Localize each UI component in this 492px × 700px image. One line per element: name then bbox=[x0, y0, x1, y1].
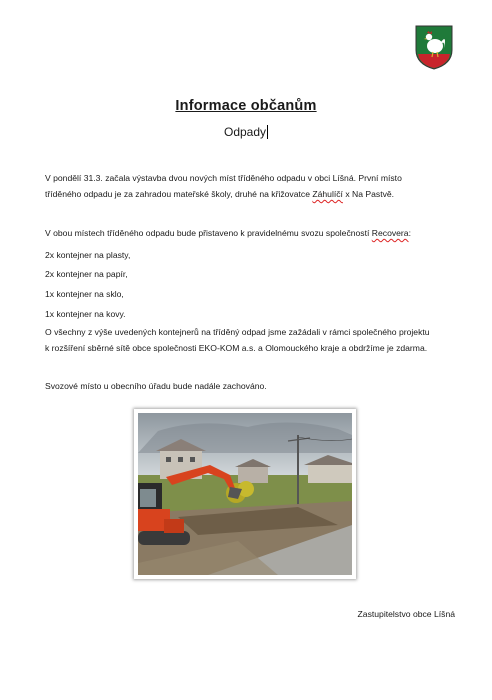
intro-line-1: V pondělí 31.3. začala výstavba dvou nových míst tříděného odpadu v obci Líšná. První místo bbox=[45, 173, 402, 183]
project-paragraph bbox=[45, 324, 465, 356]
collection-paragraph: Svozové místo u obecního úřadu bude nadále zachováno. bbox=[45, 381, 267, 391]
container-item: 2x kontejner na plasty, bbox=[45, 250, 131, 260]
intro-line-2 bbox=[45, 186, 465, 202]
container-item: 2x kontejner na papír, bbox=[45, 269, 128, 279]
service-colon: : bbox=[408, 228, 411, 238]
construction-site-photo bbox=[138, 413, 352, 575]
container-item: 1x kontejner na kovy. bbox=[45, 309, 126, 319]
page-title: Informace občanům bbox=[175, 98, 317, 114]
container-item: 1x kontejner na sklo, bbox=[45, 289, 124, 299]
project-line-1: O všechny z výše uvedených kontejnerů na tříděný odpad jsme zažádali v rámci společného projektu bbox=[45, 327, 430, 337]
text-cursor bbox=[267, 125, 268, 139]
project-line-2: k rozšíření sběrné sítě obce společnosti EKO-KOM a.s. a Olomouckého kraje a obdržíme je zdarma. bbox=[45, 343, 428, 353]
intro-line-2-start: tříděného odpadu je za zahradou mateřské školy, druhé na křižovatce bbox=[45, 189, 313, 199]
subtitle-text: Odpady bbox=[223, 125, 267, 139]
coat-of-arms-rooster-icon bbox=[414, 24, 454, 70]
service-paragraph bbox=[45, 225, 465, 241]
page-subtitle bbox=[0, 125, 492, 139]
misspelled-word: Recovera bbox=[371, 228, 409, 238]
intro-paragraph bbox=[45, 170, 465, 202]
service-text: V obou místech tříděného odpadu bude přistaveno k pravidelnému svozu společností bbox=[45, 228, 372, 238]
construction-photo-frame bbox=[134, 409, 356, 579]
misspelled-word: Záhulíčí bbox=[312, 189, 343, 199]
signature: Zastupitelstvo obce Líšná bbox=[357, 609, 455, 619]
intro-line-2-end: x Na Pastvě. bbox=[342, 189, 395, 199]
